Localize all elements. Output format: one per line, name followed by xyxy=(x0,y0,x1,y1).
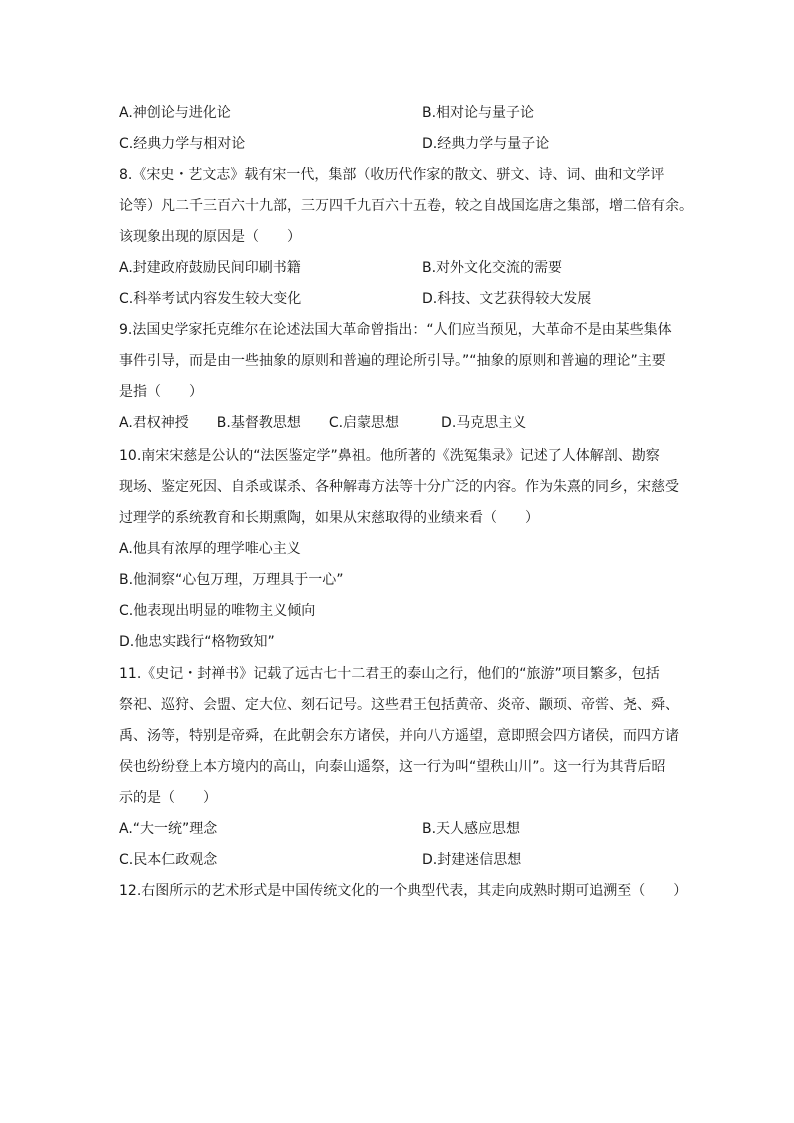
q8-option-b: B.对外文化交流的需要 xyxy=(422,260,563,276)
q10-option-c: C.他表现出明显的唯物主义倾向 xyxy=(119,603,316,619)
q8-stem-line-3: 该现象出现的原因是（ ） xyxy=(119,229,301,245)
q10-option-a: A.他具有浓厚的理学唯心主义 xyxy=(119,541,301,557)
q11-option-a: A.“大一统”理念 xyxy=(119,821,218,837)
q9-stem-line-3: 是指（ ） xyxy=(119,384,203,400)
q11-stem-line-4: 侯也纷纷登上本方境内的高山，向泰山遥祭，这一行为叫“望秩山川”。这一行为其背后昭 xyxy=(119,759,666,775)
q9-options: A.君权神授 B.基督教思想 C.启蒙思想 D.马克思主义 xyxy=(119,415,527,431)
q8-option-a: A.封建政府鼓励民间印刷书籍 xyxy=(119,260,301,276)
q12-stem-line-1: 12.右图所示的艺术形式是中国传统文化的一个典型代表，其走向成熟时期可追溯至（ ） xyxy=(119,883,688,899)
q10-stem-line-2: 现场、鉴定死因、自杀或谋杀、各种解毒方法等十分广泛的内容。作为朱熹的同乡，宋慈受 xyxy=(119,479,679,495)
q8-stem-line-1: 8.《宋史・艺文志》载有宋一代，集部（收历代作家的散文、骈文、诗、词、曲和文学评 xyxy=(119,167,665,183)
q7-option-b: B.相对论与量子论 xyxy=(422,105,535,121)
q11-option-d: D.封建迷信思想 xyxy=(422,852,522,868)
q10-stem-line-1: 10.南宋宋慈是公认的“法医鉴定学”鼻祖。他所著的《洗冤集录》记述了人体解剖、勘察 xyxy=(119,448,660,464)
q11-stem-line-5: 示的是（ ） xyxy=(119,790,217,806)
q11-option-b: B.天人感应思想 xyxy=(422,821,521,837)
q10-option-b: B.他洞察“心包万理，万理具于一心” xyxy=(119,572,344,588)
q11-stem-line-2: 祭祀、巡狩、会盟、定大位、刻石记号。这些君王包括黄帝、炎帝、颛顼、帝喾、尧、舜、 xyxy=(119,697,679,713)
q7-option-d: D.经典力学与量子论 xyxy=(422,136,550,152)
q11-stem-line-1: 11.《史记・封禅书》记载了远古七十二君王的泰山之行，他们的“旅游”项目繁多，包括 xyxy=(119,666,660,682)
q8-stem-line-2: 论等）凡二千三百六十九部，三万四千九百六十五卷，较之自战国迄唐之集部，增二倍有余。 xyxy=(119,198,693,214)
q8-option-d: D.科技、文艺获得较大发展 xyxy=(422,291,592,307)
q10-option-d: D.他忠实践行“格物致知” xyxy=(119,634,275,650)
q11-option-c: C.民本仁政观念 xyxy=(119,852,218,868)
q9-stem-line-2: 事件引导，而是由一些抽象的原则和普遍的理论所引导。”“抽象的原则和普遍的理论”主要 xyxy=(119,353,666,369)
q9-stem-line-1: 9.法国史学家托克维尔在论述法国大革命曾指出：“人们应当预见，大革命不是由某些集体 xyxy=(119,322,672,338)
q7-option-c: C.经典力学与相对论 xyxy=(119,136,246,152)
q7-option-a: A.神创论与进化论 xyxy=(119,105,231,121)
q11-stem-line-3: 禹、汤等，特别是帝舜，在此朝会东方诸侯，并向八方遥望，意即照会四方诸侯，而四方诸 xyxy=(119,728,679,744)
q10-stem-line-3: 过理学的系统教育和长期熏陶，如果从宋慈取得的业绩来看（ ） xyxy=(119,510,539,526)
q8-option-c: C.科举考试内容发生较大变化 xyxy=(119,291,302,307)
